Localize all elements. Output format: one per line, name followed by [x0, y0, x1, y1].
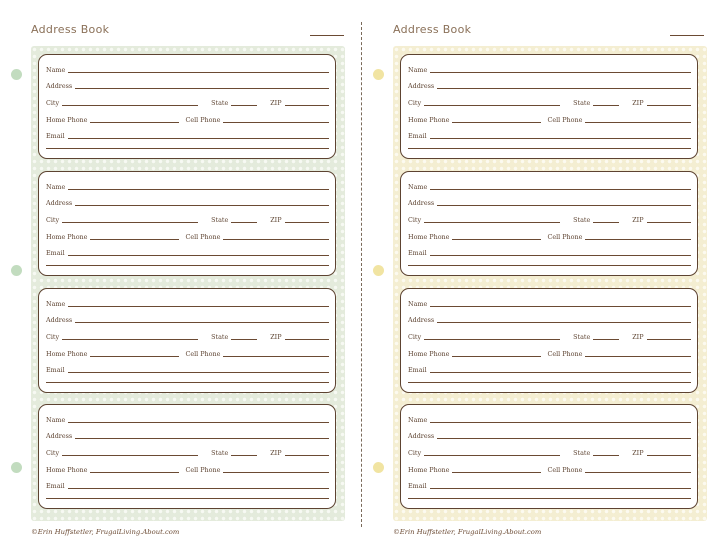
address-label: Address [46, 198, 73, 207]
state-field[interactable] [231, 105, 257, 106]
email-row [46, 477, 329, 489]
home-phone-label: Home Phone [46, 349, 88, 358]
address-row [46, 427, 329, 439]
address-field[interactable] [75, 205, 329, 206]
state-field[interactable] [231, 222, 257, 223]
name-label: Name [46, 415, 66, 424]
name-row [46, 411, 329, 423]
state-label: State [211, 448, 229, 457]
address-entry-card [400, 171, 698, 276]
email-row [46, 361, 329, 373]
state-field[interactable] [231, 339, 257, 340]
address-field[interactable] [437, 438, 691, 439]
email-label: Email [408, 481, 427, 490]
city-state-zip-row [46, 211, 329, 223]
state-field[interactable] [231, 455, 257, 456]
cell-phone-field[interactable] [223, 122, 329, 123]
home-phone-field[interactable] [452, 356, 541, 357]
zip-field[interactable] [285, 105, 330, 106]
zip-field[interactable] [285, 222, 330, 223]
email-row [46, 127, 329, 139]
city-label: City [408, 98, 422, 107]
cell-phone-field[interactable] [585, 239, 691, 240]
city-label: City [408, 215, 422, 224]
address-field[interactable] [75, 88, 329, 89]
cell-phone-label: Cell Phone [185, 349, 221, 358]
home-phone-field[interactable] [90, 472, 179, 473]
home-phone-label: Home Phone [408, 465, 450, 474]
state-field[interactable] [593, 105, 619, 106]
name-field[interactable] [430, 306, 691, 307]
email-field[interactable] [68, 138, 329, 139]
state-field[interactable] [593, 455, 619, 456]
email-row [408, 477, 691, 489]
city-field[interactable] [62, 339, 198, 340]
phone-row [46, 111, 329, 123]
email-label: Email [408, 365, 427, 374]
zip-field[interactable] [285, 339, 330, 340]
email-row [408, 244, 691, 256]
home-phone-label: Home Phone [408, 232, 450, 241]
left-address-page [0, 0, 361, 550]
email-field[interactable] [430, 255, 691, 256]
extra-notes-line[interactable] [46, 498, 329, 499]
city-label: City [46, 98, 60, 107]
state-label: State [211, 332, 229, 341]
cell-phone-label: Cell Phone [547, 232, 583, 241]
zip-label: ZIP [270, 98, 282, 107]
name-label: Name [408, 182, 428, 191]
cell-phone-label: Cell Phone [185, 115, 221, 124]
cell-phone-label: Cell Phone [547, 115, 583, 124]
name-label: Name [408, 65, 428, 74]
address-entry-card [38, 288, 336, 393]
phone-row [408, 345, 691, 357]
extra-notes-line[interactable] [46, 148, 329, 149]
city-field[interactable] [62, 455, 198, 456]
zip-label: ZIP [632, 332, 644, 341]
city-label: City [46, 215, 60, 224]
binder-hole-marker [11, 265, 22, 276]
email-row [408, 361, 691, 373]
cell-phone-label: Cell Phone [185, 465, 221, 474]
cell-phone-label: Cell Phone [547, 465, 583, 474]
name-row [408, 411, 691, 423]
address-label: Address [408, 198, 435, 207]
address-entry-card [400, 404, 698, 509]
name-label: Name [46, 299, 66, 308]
name-row [408, 178, 691, 190]
address-field[interactable] [437, 205, 691, 206]
zip-label: ZIP [270, 448, 282, 457]
cut-line-divider [361, 22, 362, 527]
zip-label: ZIP [632, 215, 644, 224]
name-field[interactable] [430, 422, 691, 423]
address-row [408, 77, 691, 89]
name-field[interactable] [430, 72, 691, 73]
extra-notes-line[interactable] [408, 265, 691, 266]
address-row [408, 311, 691, 323]
name-row [46, 61, 329, 73]
city-label: City [408, 332, 422, 341]
city-label: City [46, 448, 60, 457]
state-label: State [573, 98, 591, 107]
zip-field[interactable] [647, 455, 692, 456]
name-field[interactable] [430, 189, 691, 190]
page-title: Address Book [31, 23, 110, 36]
zip-label: ZIP [632, 448, 644, 457]
polka-dot-panel [393, 46, 707, 521]
address-entry-card [38, 54, 336, 159]
city-state-zip-row [408, 94, 691, 106]
email-field[interactable] [430, 488, 691, 489]
name-label: Name [46, 65, 66, 74]
zip-field[interactable] [647, 339, 692, 340]
email-label: Email [46, 131, 65, 140]
extra-notes-line[interactable] [46, 382, 329, 383]
city-state-zip-row [408, 328, 691, 340]
name-row [408, 295, 691, 307]
email-field[interactable] [68, 255, 329, 256]
home-phone-field[interactable] [90, 356, 179, 357]
polka-dot-panel [31, 46, 345, 521]
cell-phone-field[interactable] [585, 472, 691, 473]
title-date-line [310, 35, 344, 36]
address-entry-card [38, 171, 336, 276]
right-address-page [362, 0, 723, 550]
name-field[interactable] [68, 189, 329, 190]
city-state-zip-row [46, 444, 329, 456]
cell-phone-field[interactable] [585, 122, 691, 123]
address-label: Address [408, 81, 435, 90]
name-row [46, 295, 329, 307]
city-field[interactable] [424, 222, 560, 223]
address-row [46, 77, 329, 89]
email-label: Email [46, 365, 65, 374]
name-field[interactable] [68, 306, 329, 307]
state-label: State [573, 448, 591, 457]
name-field[interactable] [68, 422, 329, 423]
name-label: Name [408, 415, 428, 424]
state-label: State [573, 215, 591, 224]
email-label: Email [46, 248, 65, 257]
city-state-zip-row [408, 211, 691, 223]
address-row [408, 194, 691, 206]
name-row [46, 178, 329, 190]
binder-hole-marker [11, 462, 22, 473]
address-row [408, 427, 691, 439]
binder-hole-marker [373, 265, 384, 276]
address-entry-card [400, 288, 698, 393]
extra-notes-line[interactable] [46, 265, 329, 266]
phone-row [408, 111, 691, 123]
email-field[interactable] [430, 372, 691, 373]
cell-phone-field[interactable] [585, 356, 691, 357]
email-row [46, 244, 329, 256]
cell-phone-field[interactable] [223, 356, 329, 357]
cell-phone-field[interactable] [223, 472, 329, 473]
city-state-zip-row [408, 444, 691, 456]
extra-notes-line[interactable] [408, 148, 691, 149]
address-field[interactable] [75, 322, 329, 323]
state-field[interactable] [593, 222, 619, 223]
address-entry-card [400, 54, 698, 159]
address-field[interactable] [437, 88, 691, 89]
cell-phone-label: Cell Phone [185, 232, 221, 241]
city-field[interactable] [424, 105, 560, 106]
extra-notes-line[interactable] [408, 382, 691, 383]
zip-label: ZIP [632, 98, 644, 107]
name-label: Name [408, 299, 428, 308]
email-field[interactable] [68, 488, 329, 489]
home-phone-label: Home Phone [408, 349, 450, 358]
name-field[interactable] [68, 72, 329, 73]
home-phone-label: Home Phone [408, 115, 450, 124]
phone-row [408, 461, 691, 473]
address-label: Address [408, 315, 435, 324]
binder-hole-marker [11, 69, 22, 80]
city-label: City [46, 332, 60, 341]
address-label: Address [46, 81, 73, 90]
phone-row [46, 345, 329, 357]
home-phone-field[interactable] [452, 472, 541, 473]
home-phone-field[interactable] [452, 122, 541, 123]
home-phone-field[interactable] [90, 122, 179, 123]
phone-row [46, 461, 329, 473]
state-field[interactable] [593, 339, 619, 340]
city-field[interactable] [424, 455, 560, 456]
zip-field[interactable] [285, 455, 330, 456]
city-field[interactable] [62, 105, 198, 106]
title-date-line [670, 35, 704, 36]
address-label: Address [46, 315, 73, 324]
city-state-zip-row [46, 328, 329, 340]
zip-field[interactable] [647, 222, 692, 223]
copyright-footer: ©Erin Huffstetler, FrugalLiving.About.com [393, 528, 542, 536]
home-phone-field[interactable] [452, 239, 541, 240]
cell-phone-field[interactable] [223, 239, 329, 240]
city-state-zip-row [46, 94, 329, 106]
address-field[interactable] [437, 322, 691, 323]
email-label: Email [46, 481, 65, 490]
city-field[interactable] [62, 222, 198, 223]
name-row [408, 61, 691, 73]
state-label: State [211, 98, 229, 107]
address-row [46, 311, 329, 323]
address-entry-card [38, 404, 336, 509]
copyright-footer: ©Erin Huffstetler, FrugalLiving.About.com [31, 528, 180, 536]
email-row [408, 127, 691, 139]
home-phone-field[interactable] [90, 239, 179, 240]
phone-row [46, 228, 329, 240]
email-label: Email [408, 131, 427, 140]
binder-hole-marker [373, 69, 384, 80]
zip-field[interactable] [647, 105, 692, 106]
page-title: Address Book [393, 23, 472, 36]
cell-phone-label: Cell Phone [547, 349, 583, 358]
address-label: Address [46, 431, 73, 440]
address-row [46, 194, 329, 206]
home-phone-label: Home Phone [46, 465, 88, 474]
state-label: State [573, 332, 591, 341]
city-field[interactable] [424, 339, 560, 340]
email-field[interactable] [68, 372, 329, 373]
email-field[interactable] [430, 138, 691, 139]
extra-notes-line[interactable] [408, 498, 691, 499]
phone-row [408, 228, 691, 240]
zip-label: ZIP [270, 215, 282, 224]
binder-hole-marker [373, 462, 384, 473]
zip-label: ZIP [270, 332, 282, 341]
address-field[interactable] [75, 438, 329, 439]
state-label: State [211, 215, 229, 224]
email-label: Email [408, 248, 427, 257]
home-phone-label: Home Phone [46, 115, 88, 124]
home-phone-label: Home Phone [46, 232, 88, 241]
address-label: Address [408, 431, 435, 440]
name-label: Name [46, 182, 66, 191]
city-label: City [408, 448, 422, 457]
